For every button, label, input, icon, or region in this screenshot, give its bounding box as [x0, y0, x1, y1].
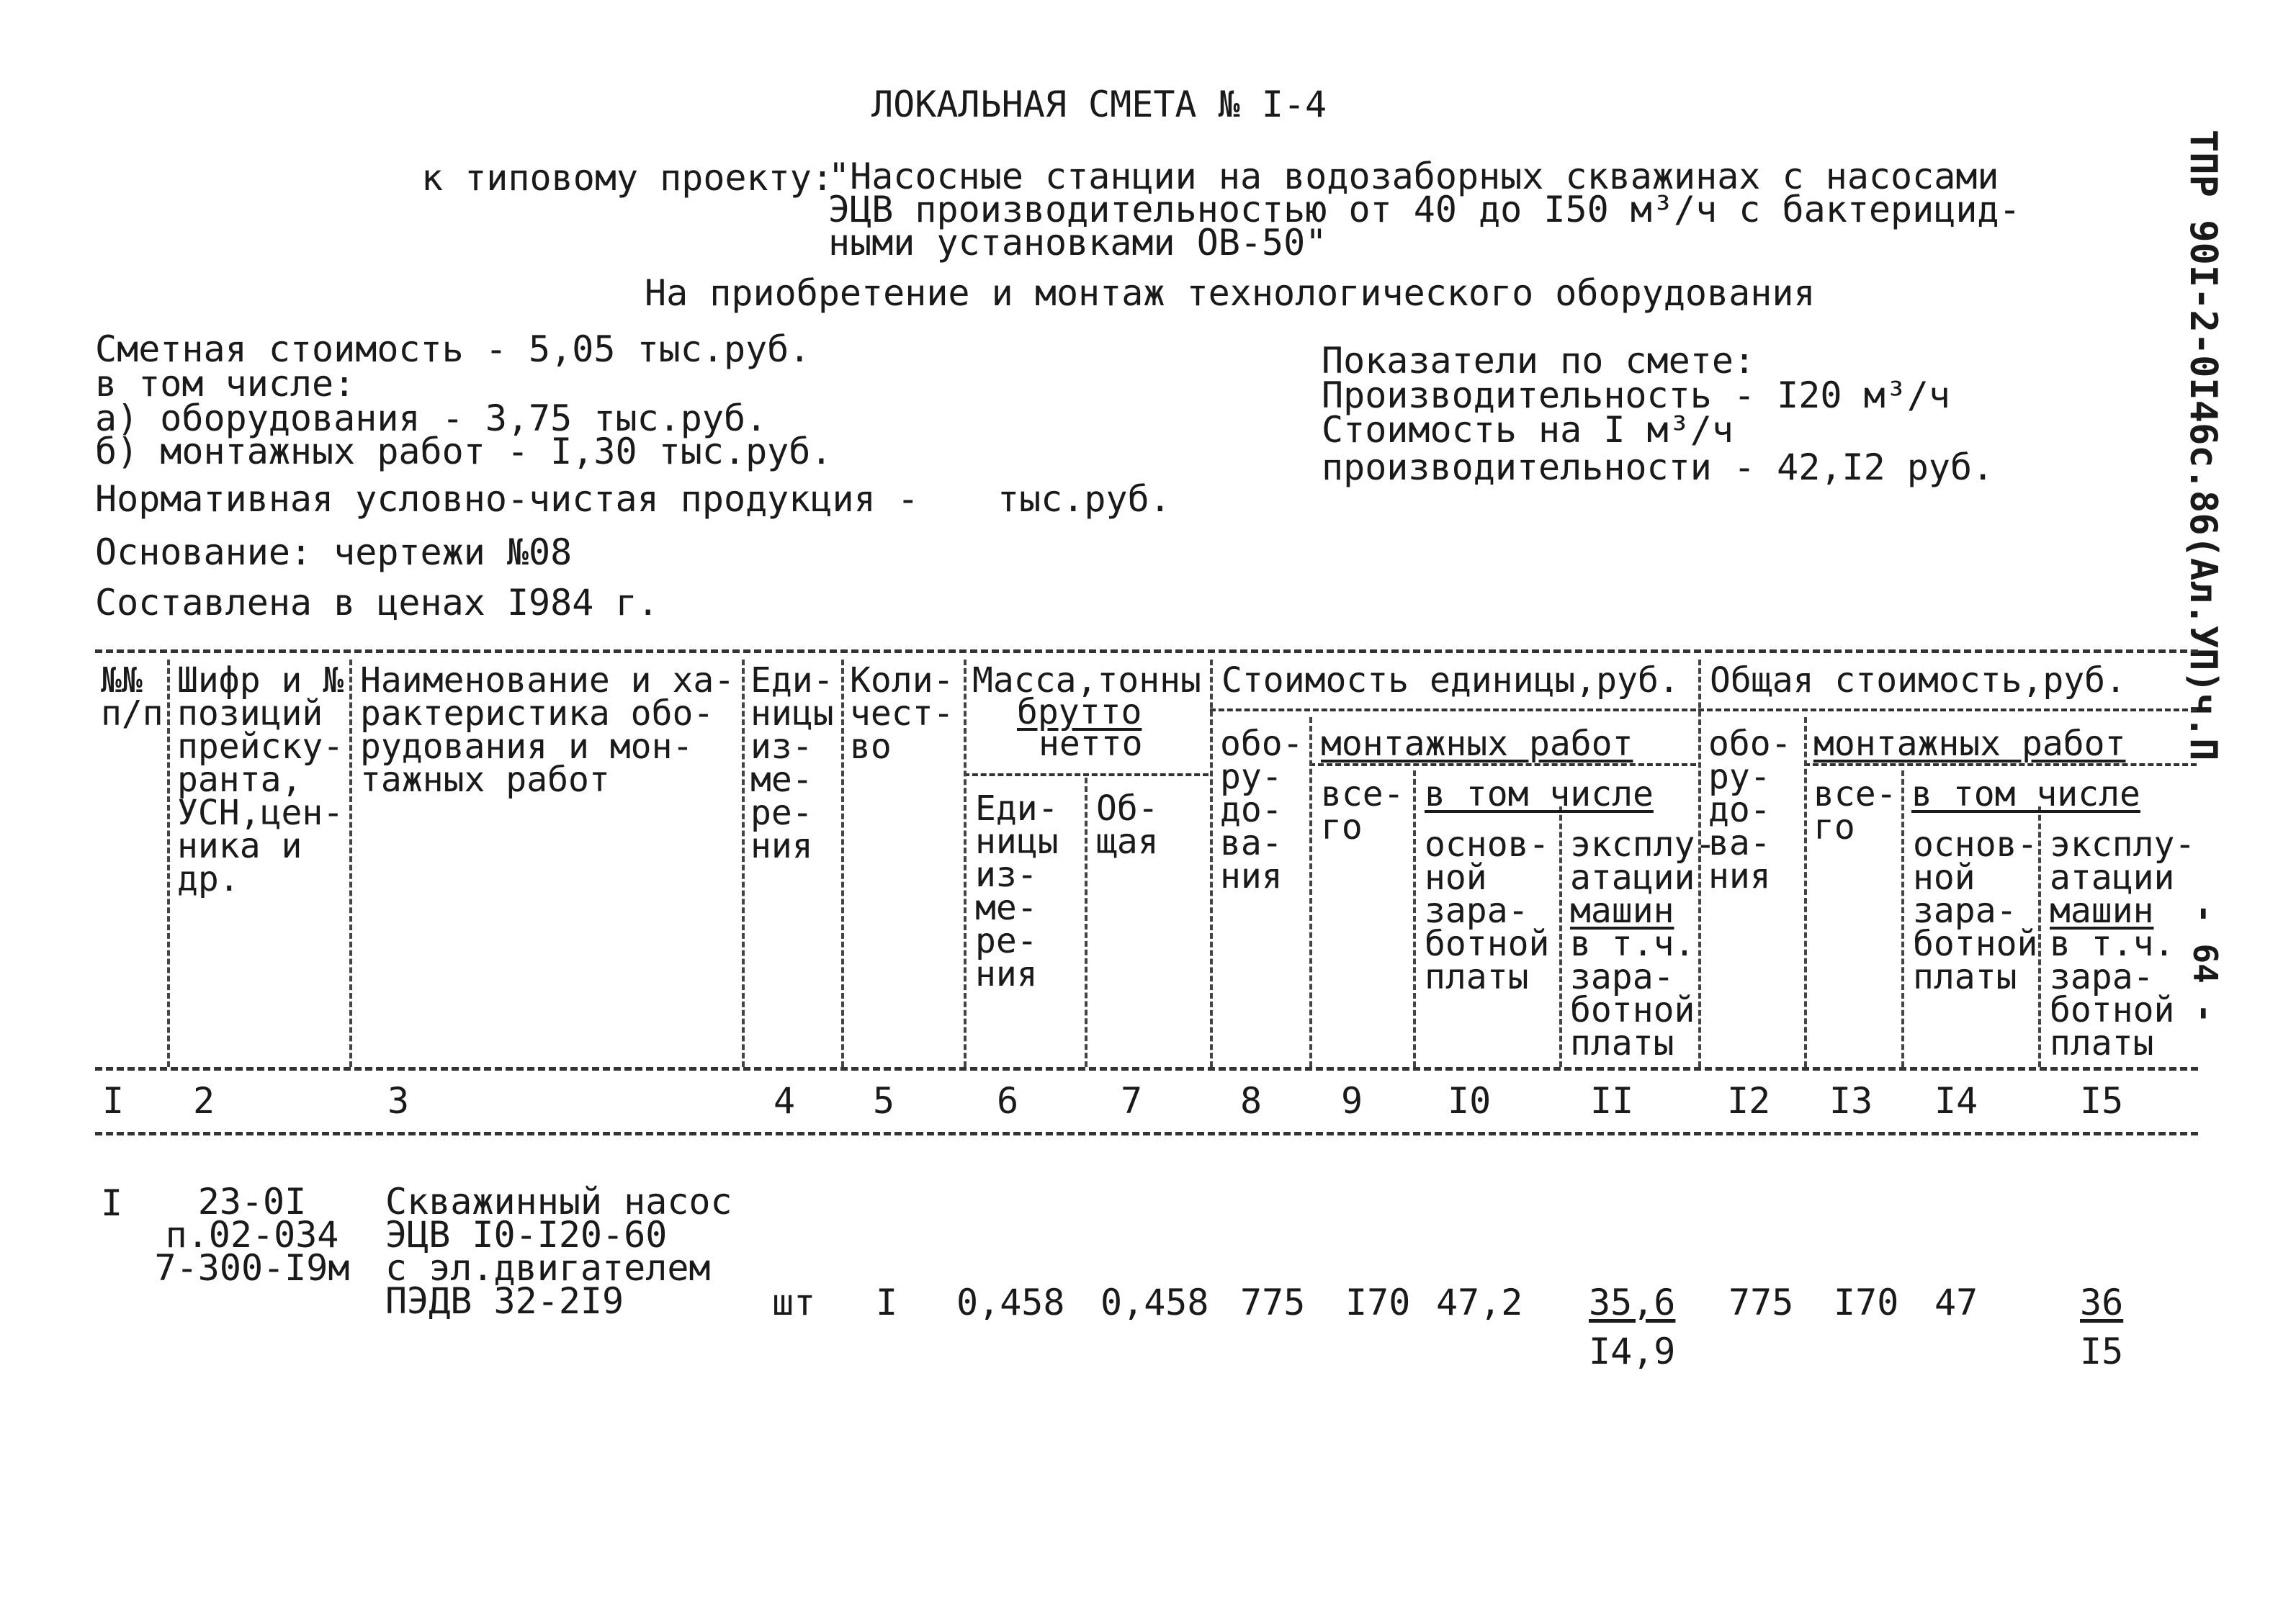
- row-total-wage: 47: [1934, 1282, 1978, 1323]
- vrule-10: [1559, 806, 1562, 1067]
- indicators-heading: Показатели по смете:: [1322, 340, 1756, 382]
- cost-including: в том числе:: [95, 363, 356, 405]
- indicator-unit-cost-2: производительности - 42,I2 руб.: [1322, 446, 1994, 488]
- cost-installation: б) монтажных работ - I,30 тыс.руб.: [95, 431, 833, 472]
- column-number: I4: [1934, 1080, 1978, 1122]
- vrule-13: [1901, 770, 1904, 1067]
- unit-install-group-header: монтажных работ: [1321, 724, 1633, 764]
- document-title: ЛОКАЛЬНАЯ СМЕТА № I-4: [871, 84, 1327, 125]
- row-unit-wage: 47,2: [1436, 1282, 1523, 1323]
- vrule-8: [1309, 717, 1312, 1067]
- row-total-install: I70: [1834, 1282, 1899, 1323]
- col-header-unit-machine-label: машин: [1570, 891, 1674, 931]
- vrule-9: [1413, 770, 1416, 1067]
- column-number: I0: [1448, 1080, 1492, 1122]
- column-number: 6: [997, 1080, 1019, 1122]
- vrule-5: [964, 660, 967, 1067]
- row-total-equipment: 775: [1728, 1282, 1794, 1323]
- indicator-capacity: Производительность - I20 м³/ч: [1322, 374, 1950, 416]
- vrule-7: [1210, 660, 1213, 1067]
- col-header-code: Шифр и № позиций прейску- ранта, УСН,цен- ника и др.: [177, 660, 344, 899]
- table-top-rule: [95, 649, 2198, 653]
- vrule-3: [742, 660, 745, 1067]
- column-number: 5: [873, 1080, 895, 1122]
- vrule-14: [2038, 806, 2041, 1067]
- total-install-group-header: монтажных работ: [1813, 724, 2126, 764]
- row-unit: шт: [772, 1282, 816, 1323]
- col-header-total-wage: основ- ной зара- ботной платы: [1913, 824, 2038, 997]
- row-unit-machine-wage: I4,9: [1589, 1331, 1676, 1372]
- col-header-unit-install-total: все- го: [1321, 774, 1404, 847]
- mass-subrule: [964, 773, 1208, 776]
- price-year: Составлена в ценах I984 г.: [95, 582, 659, 624]
- row-total-machine-wage: I5: [2080, 1331, 2124, 1372]
- col-header-unit-machine-wage: в т.ч. зара- ботной платы: [1570, 924, 1695, 1063]
- row-unit-install-total: I70: [1345, 1282, 1411, 1323]
- unit-cost-group-header: Стоимость единицы,руб.: [1221, 660, 1680, 701]
- row-total-machine: 36: [2080, 1282, 2124, 1323]
- project-name: "Насосные станции на водозаборных скважинах с насосами ЭЦВ производительностью от 40 до I50 м³/ч с бактерицид- ными установками ОВ-50": [828, 156, 2021, 264]
- col-header-total-install: все- го: [1813, 774, 1897, 847]
- mass-group-header: Масса,тонны: [972, 660, 1201, 701]
- col-header-unit-machine: эксплу- атации: [1570, 824, 1716, 898]
- row-unit-equipment: 775: [1240, 1282, 1306, 1323]
- net-product-unit: тыс.руб.: [997, 478, 1171, 520]
- column-number: I5: [2080, 1080, 2124, 1122]
- vrule-1: [167, 660, 170, 1067]
- column-number: I3: [1829, 1080, 1873, 1122]
- col-header-total-machine-label: машин: [2050, 891, 2154, 931]
- row-code: 23-0I п.02-034 7-300-I9м: [154, 1181, 350, 1289]
- col-header-mass-total: Об- щая: [1096, 788, 1159, 862]
- col-header-unit-equipment: обо- ру- до- ва- ния: [1220, 724, 1304, 896]
- column-number: 8: [1240, 1080, 1263, 1122]
- mass-netto-header: нетто: [1039, 724, 1143, 764]
- basis: Основание: чертежи №08: [95, 531, 573, 573]
- side-page-number: - 64 -: [2186, 904, 2225, 1024]
- total-cost-subrule: [1698, 708, 2197, 711]
- vrule-4: [841, 660, 844, 1067]
- vrule-6: [1085, 778, 1088, 1067]
- col-header-total-machine: эксплу- атации: [2050, 824, 2196, 898]
- col-header-unit: Еди- ницы из- ме- ре- ния: [750, 660, 834, 866]
- row-mass-total: 0,458: [1100, 1282, 1209, 1323]
- mass-brutto-header: брутто: [1017, 692, 1142, 732]
- row-number: I: [101, 1182, 123, 1224]
- col-header-name: Наименование и ха- рактеристика обо- рудования и мон- тажных работ: [360, 660, 735, 800]
- unit-incl-group-header: в том числе: [1425, 774, 1654, 814]
- column-number: 7: [1121, 1080, 1143, 1122]
- col-header-total-machine-wage: в т.ч. зара- ботной платы: [2050, 924, 2175, 1063]
- vrule-2: [349, 660, 352, 1067]
- document-subtitle: На приобретение и монтаж технологического оборудования: [645, 272, 1816, 314]
- unit-cost-subrule: [1210, 708, 1696, 711]
- column-number: 4: [773, 1080, 796, 1122]
- net-product-label: Нормативная условно-чистая продукция -: [95, 478, 919, 520]
- project-label: к типовому проекту:: [421, 157, 833, 199]
- col-header-number: №№ п/п: [101, 660, 163, 734]
- column-number: 3: [387, 1080, 410, 1122]
- column-number: 9: [1341, 1080, 1363, 1122]
- column-numbers-bottom-rule: [95, 1132, 2198, 1135]
- column-number: I: [102, 1080, 125, 1122]
- indicator-unit-cost-1: Стоимость на I м³/ч: [1322, 409, 1734, 451]
- col-header-unit-wage: основ- ной зара- ботной платы: [1425, 824, 1550, 997]
- table-header-bottom-rule: [95, 1067, 2198, 1071]
- row-mass-unit: 0,458: [956, 1282, 1065, 1323]
- row-unit-machine: 35,6: [1589, 1282, 1676, 1323]
- col-header-quantity: Коли- чест- во: [850, 660, 954, 767]
- col-header-total-equipment: обо- ру- до- ва- ния: [1708, 724, 1792, 896]
- cost-total: Сметная стоимость - 5,05 тыс.руб.: [95, 328, 811, 370]
- column-number: II: [1590, 1080, 1634, 1122]
- column-number: I2: [1727, 1080, 1771, 1122]
- col-header-mass-unit: Еди- ницы из- ме- ре- ния: [975, 788, 1059, 994]
- column-number: 2: [193, 1080, 215, 1122]
- side-document-code: ТПР 90I-2-0I46с.86(Ал.УП)ч.П: [2181, 130, 2225, 761]
- vrule-12: [1804, 717, 1807, 1067]
- row-name: Скважинный насос ЭЦВ I0-I20-60 с эл.двигателем ПЭДВ 32-2I9: [385, 1181, 732, 1322]
- total-cost-group-header: Общая стоимость,руб.: [1710, 660, 2126, 701]
- cost-equipment: а) оборудования - 3,75 тыс.руб.: [95, 397, 768, 439]
- total-incl-group-header: в том числе: [1911, 774, 2140, 814]
- row-quantity: I: [876, 1282, 898, 1323]
